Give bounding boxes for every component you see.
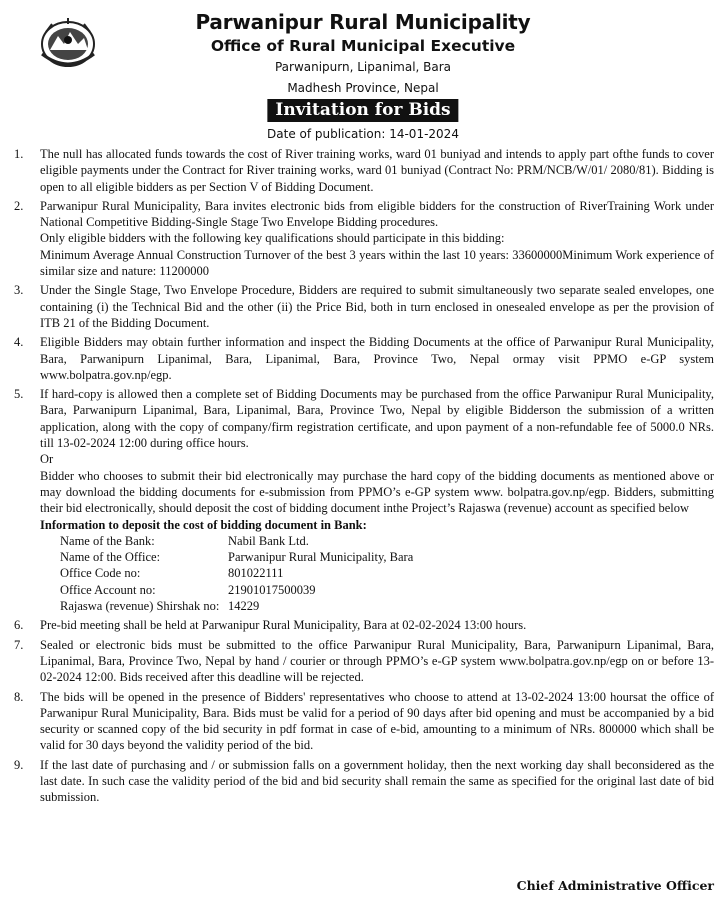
bank-info-table bbox=[60, 533, 714, 614]
clause-text: Minimum Average Annual Construction Turnover of the best 3 years within the last 10 years: 33600000Minimum Work experience of similar size and nature: 11200000 bbox=[40, 247, 714, 279]
signature-title: Chief Administrative Officer bbox=[516, 878, 714, 893]
notice-body bbox=[14, 146, 714, 809]
clause-text: Pre-bid meeting shall be held at Parwanipur Rural Municipality, Bara at 02-02-2024 13:00 hours. bbox=[40, 618, 527, 633]
clause-number: 8. bbox=[14, 689, 24, 704]
bank-info-value: 21901017500039 bbox=[228, 582, 316, 597]
clause-text: Bidder who chooses to submit their bid electronically may purchase the hard copy of the bidding documents as mentioned above or may download the bidding documents for e-submission from PPMO’s e-GP system www. bolpatra.gov.np/egp. Bidders, submitting their bid electronically, should deposit the cost of bidding document inthe Project’s Rajaswa (revenue) account as specified below bbox=[40, 468, 714, 516]
bank-info-row bbox=[60, 582, 714, 598]
address-line-2: Madhesh Province, Nepal bbox=[287, 81, 439, 95]
bank-info-row bbox=[60, 598, 714, 614]
clause-number: 5. bbox=[14, 387, 24, 402]
office-name: Office of Rural Municipal Executive bbox=[210, 37, 516, 55]
bank-info-value: 14229 bbox=[228, 599, 260, 614]
bank-info-title: Information to deposit the cost of bidding document in Bank: bbox=[40, 517, 367, 532]
bank-info-row bbox=[60, 533, 714, 549]
bank-info-value: Parwanipur Rural Municipality, Bara bbox=[228, 550, 414, 565]
bank-info-label: Name of the Office: bbox=[60, 550, 161, 565]
clause-number: 1. bbox=[14, 147, 24, 161]
address-line-1: Parwanipurn, Lipanimal, Bara bbox=[274, 60, 452, 74]
bank-info-label: Name of the Bank: bbox=[60, 533, 155, 548]
publication-date: Date of publication: 14-01-2024 bbox=[267, 127, 459, 141]
bank-info-label: Office Code no: bbox=[60, 566, 141, 581]
clause-text: Sealed or electronic bids must be submitted to the office Parwanipur Rural Municipality, Bara, Parwanipurn Lipanimal, Bara, Lipanimal, Bara, Province Two, Nepal by hand / courier or through PPMO’s e-GP system www.bolpatra.gov.np/egp on or before 13-02-2024 12:00. Bids received after this deadline will be rejected. bbox=[40, 637, 714, 685]
clause-number: 4. bbox=[14, 335, 24, 350]
bank-info-row bbox=[60, 549, 714, 565]
clause-2 bbox=[14, 198, 714, 279]
clause-text: Under the Single Stage, Two Envelope Procedure, Bidders are required to submit simultaneously two separate sealed envelopes, one containing (i) the Technical Bid and the other (ii) the Price Bid, both in turn enclosed in onesealed envelope as per the provision of ITB 21 of the Bidding Document. bbox=[40, 283, 714, 330]
clause-text: Only eligible bidders with the following key qualifications should participate in this bidding: bbox=[40, 231, 505, 246]
bank-info-label: Rajaswa (revenue) Shirshak no: bbox=[60, 599, 220, 614]
clause-text: The null has allocated funds towards the cost of River training works, ward 01 buniyad and intends to apply part ofthe funds to cover eligible payments under the Contract for River training works, ward 01 buniyad (Contract No: PRM/NCB/W/01/ 2080/81). Bidding is open to all eligible bidders as per Section V of Bidding Document. bbox=[40, 147, 714, 194]
clause-number: 7. bbox=[14, 637, 24, 652]
clause-text: Parwanipur Rural Municipality, Bara invites electronic bids from eligible bidders for the construction of RiverTraining Work under National Competitive Bidding-Single Stage Two Envelope Bidding procedures. bbox=[40, 198, 714, 230]
notice-title: Invitation for Bids bbox=[267, 99, 458, 122]
organization-name: Parwanipur Rural Municipality bbox=[195, 10, 531, 34]
clause-text: If hard-copy is allowed then a complete set of Bidding Documents may be purchased from the office Parwanipur Rural Municipality, Bara, Parwanipurn Lipanimal, Bara, Lipanimal, Bara, Province Two, Nepal by eligible Bidderson the submission of a written application, along with the copy of company/firm registration certificate, and upon payment of a non-refundable fee of 5000.0 NRs. till 13-02-2024 12:00 during office hours. bbox=[40, 387, 714, 451]
clause-8 bbox=[14, 689, 714, 754]
clause-3 bbox=[14, 282, 714, 331]
clause-5 bbox=[14, 386, 714, 614]
notice-header bbox=[0, 0, 726, 145]
bank-info-label: Office Account no: bbox=[60, 582, 156, 597]
bank-info-value: Nabil Bank Ltd. bbox=[228, 533, 309, 548]
bank-info-value: 801022111 bbox=[228, 566, 284, 581]
clause-6 bbox=[14, 617, 714, 633]
clause-number: 3. bbox=[14, 283, 24, 298]
clause-number: 6. bbox=[14, 618, 24, 633]
clause-text: Eligible Bidders may obtain further information and inspect the Bidding Documents at the office of Parwanipur Rural Municipality, Bara, Parwanipurn Lipanimal, Bara, Lipanimal, Bara, Province Two, Nepal ormay visit PPMO e-GP system www.bolpatra.gov.np/egp. bbox=[40, 335, 714, 382]
clause-4 bbox=[14, 334, 714, 383]
clause-9 bbox=[14, 757, 714, 806]
clause-number: 2. bbox=[14, 198, 24, 213]
or-separator: Or bbox=[40, 452, 54, 467]
bank-info-row bbox=[60, 565, 714, 581]
clause-number: 9. bbox=[14, 757, 24, 772]
clause-text: If the last date of purchasing and / or submission falls on a government holiday, then the next working day shall beconsidered as the last date. In such case the validity period of the bid and bid security shall remain the same as specified for the original last date of bid submission. bbox=[40, 757, 714, 805]
clause-1 bbox=[14, 146, 714, 195]
clause-text: The bids will be opened in the presence of Bidders' representatives who choose to attend at 13-02-2024 13:00 hoursat the office of Parwanipur Rural Municipality, Bara. Bids must be valid for a period of 90 days after bid opening and must be accompanied by a bid security or scanned copy of the bid security in pdf format in case of e-bid, amounting to a minimum of NRs. 800000 which shall be valid for 30 days beyond the validity period of the bid. bbox=[40, 689, 714, 753]
clause-7 bbox=[14, 637, 714, 686]
